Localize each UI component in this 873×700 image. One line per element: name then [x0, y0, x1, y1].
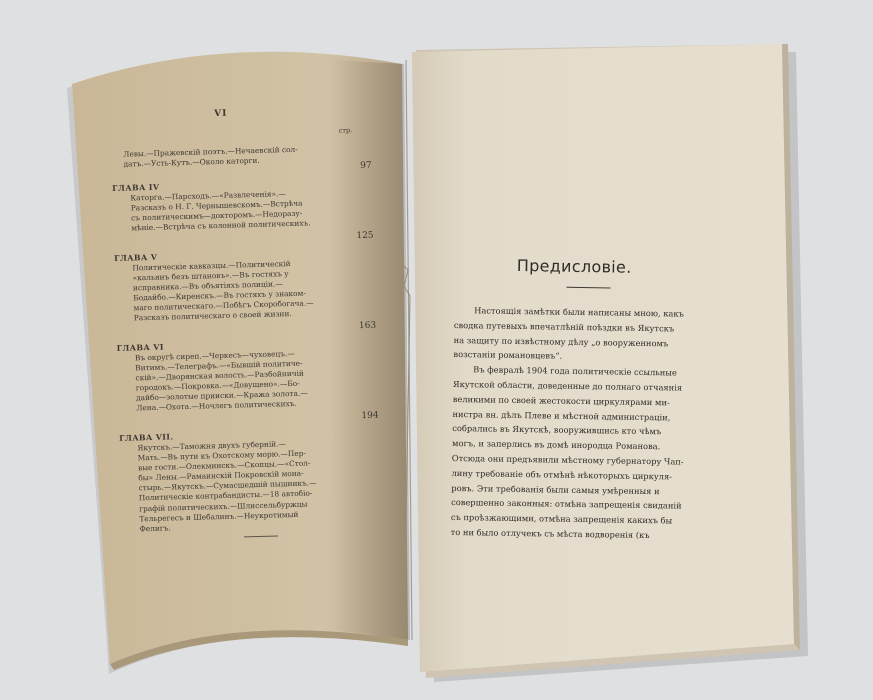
text-line: Тельрегесъ и Шебалинъ.—Неукротимый: [139, 509, 299, 523]
text-line: Настоящія замѣтки были написаны мною, какъ: [474, 305, 684, 319]
text-line: скій».—Дворянская волость.—Разбойничій: [135, 368, 304, 383]
text-line: датъ.—Усть-Кутъ.—Около каторги.: [123, 155, 260, 169]
text-line: графій политическихъ.—Шлиссельбуржцы: [139, 499, 308, 513]
text-line: нистра вн. дѣлъ Плеве и мѣстной администраціи,: [452, 408, 671, 422]
toc-entry: [119, 410, 379, 534]
chapter-title: ГЛАВА IV: [112, 182, 160, 193]
chapter-title: ГЛАВА VII.: [119, 432, 174, 443]
title-rule: [566, 287, 610, 289]
text-line: Въ февралѣ 1904 года политическіе ссыльные: [473, 364, 677, 378]
text-line: исправника.—Въ объятіяхъ полиціи.—: [132, 279, 283, 293]
text-line: Разсказъ политическаго о своей жизни.: [133, 309, 292, 323]
text-line: Въ округѣ сиреп.—Черкесъ—чуховецъ.—: [134, 348, 295, 363]
page-number: 163: [358, 320, 377, 332]
text-line: Якутской области, доведенные до полнаго отчаянія: [452, 378, 683, 393]
text-line: Политическіе контрабандисты.—18 автобіо-: [138, 488, 313, 503]
chapter-summary: [135, 348, 347, 414]
closing-rule: [244, 535, 278, 537]
page-number: 194: [361, 410, 379, 422]
text-line: великими по своей жестокости циркулярами ми-: [452, 393, 670, 408]
page-number: 125: [356, 230, 374, 242]
page-header-roman: VI: [214, 108, 228, 120]
chapter-summary: [137, 438, 349, 535]
text-line: бы» Лены.—Рамаинскій Покровскій мона-: [138, 469, 304, 483]
text-line: Каторга.—Парсходъ.—«Развлеченія».—: [130, 189, 286, 203]
text-line: Левы.—Пражевскій поэтъ.—Нечаевскій сол-: [123, 144, 298, 159]
text-line: маго политическаго.—Побѣгъ Скоробогача.—: [133, 298, 314, 313]
chapter-summary: [132, 258, 344, 324]
text-line: возстаніи романовцевъ“.: [453, 349, 563, 362]
text-line: Бодайбо.—Киренскъ.—Въ гостяхъ у знаком-: [133, 288, 306, 303]
text-line: мѣніе.—Встрѣча съ колонной политическихъ.: [131, 218, 311, 233]
text-line: Фелигъ.: [139, 523, 171, 534]
text-line: Отсюда они предъявили мѣстному губернатору Чап-: [451, 452, 684, 467]
intro-lines: [123, 144, 343, 170]
chapter-summary: [130, 188, 341, 234]
left-page-contents: [110, 103, 379, 580]
text-line: «кальянъ безъ штановъ».—Въ гостяхъ у: [132, 269, 289, 283]
text-line: то ни было отлучекъ съ мѣста водворенія (къ: [450, 526, 650, 541]
chapter-title: ГЛАВА V: [114, 252, 158, 263]
text-line: Мать.—Въ пути къ Охотскому морю.—Пер-: [137, 448, 306, 463]
text-line: ровъ. Эти требованія были самыя умѣренныя и: [451, 482, 660, 496]
page-column-label: стр.: [338, 126, 353, 135]
toc-entry: [114, 230, 374, 323]
preface-body: [451, 303, 740, 544]
chapter-title: ГЛАВА VI: [116, 342, 164, 353]
text-line: могъ, и заперлись въ домѣ инородца Романова.: [451, 438, 661, 452]
page-number: 97: [360, 160, 372, 172]
text-line: на защиту по извѣстному дѣлу „о вооруженномъ: [453, 334, 669, 348]
text-line: Витимъ.—Телеграфъ.—«Бывшій политиче-: [135, 358, 303, 373]
text-line: Разсказъ о Н. Г. Чернышевскомъ.—Встрѣча: [130, 198, 303, 213]
text-line: съ политическимъ—докторомъ.—Недоразу-: [130, 208, 303, 223]
text-line: Якутскъ.—Таможня двухъ губерній.—: [137, 439, 287, 453]
text-line: сводка путевыхъ впечатлѣній поѣздки въ Якутскъ: [453, 319, 675, 334]
text-line: лину требованіе объ отмѣнѣ нѣкоторыхъ циркуля-: [451, 467, 673, 482]
text-line: Политическіе кавказцы.—Политическій: [132, 259, 291, 273]
text-line: стырь.—Якутскъ.—Сумасшедшій пышникъ.—: [138, 478, 317, 493]
text-line: Лена.—Охота.—Ночлегъ политическихъ.: [136, 399, 297, 413]
text-line: дайбо—золотые прииски.—Кража золота.—: [135, 388, 308, 403]
text-line: собрались въ Якутскѣ, вооружившись кто чѣмъ: [452, 423, 662, 437]
text-line: городокъ.—Покровка.—«Довущено».—Бо-: [135, 379, 300, 393]
text-line: съ проѣзжающими, отмѣна запрещенія какихъ бы: [450, 512, 673, 526]
text-line: вые гости.—Олекминскъ.—Скопцы.—«Стол-: [137, 458, 311, 473]
text-line: совершенно законныя: отмѣна запрещенія свиданій: [451, 497, 682, 511]
right-page-contents: [450, 255, 745, 580]
page-title: Предисловіе.: [516, 255, 632, 277]
toc-entry: [116, 320, 377, 413]
